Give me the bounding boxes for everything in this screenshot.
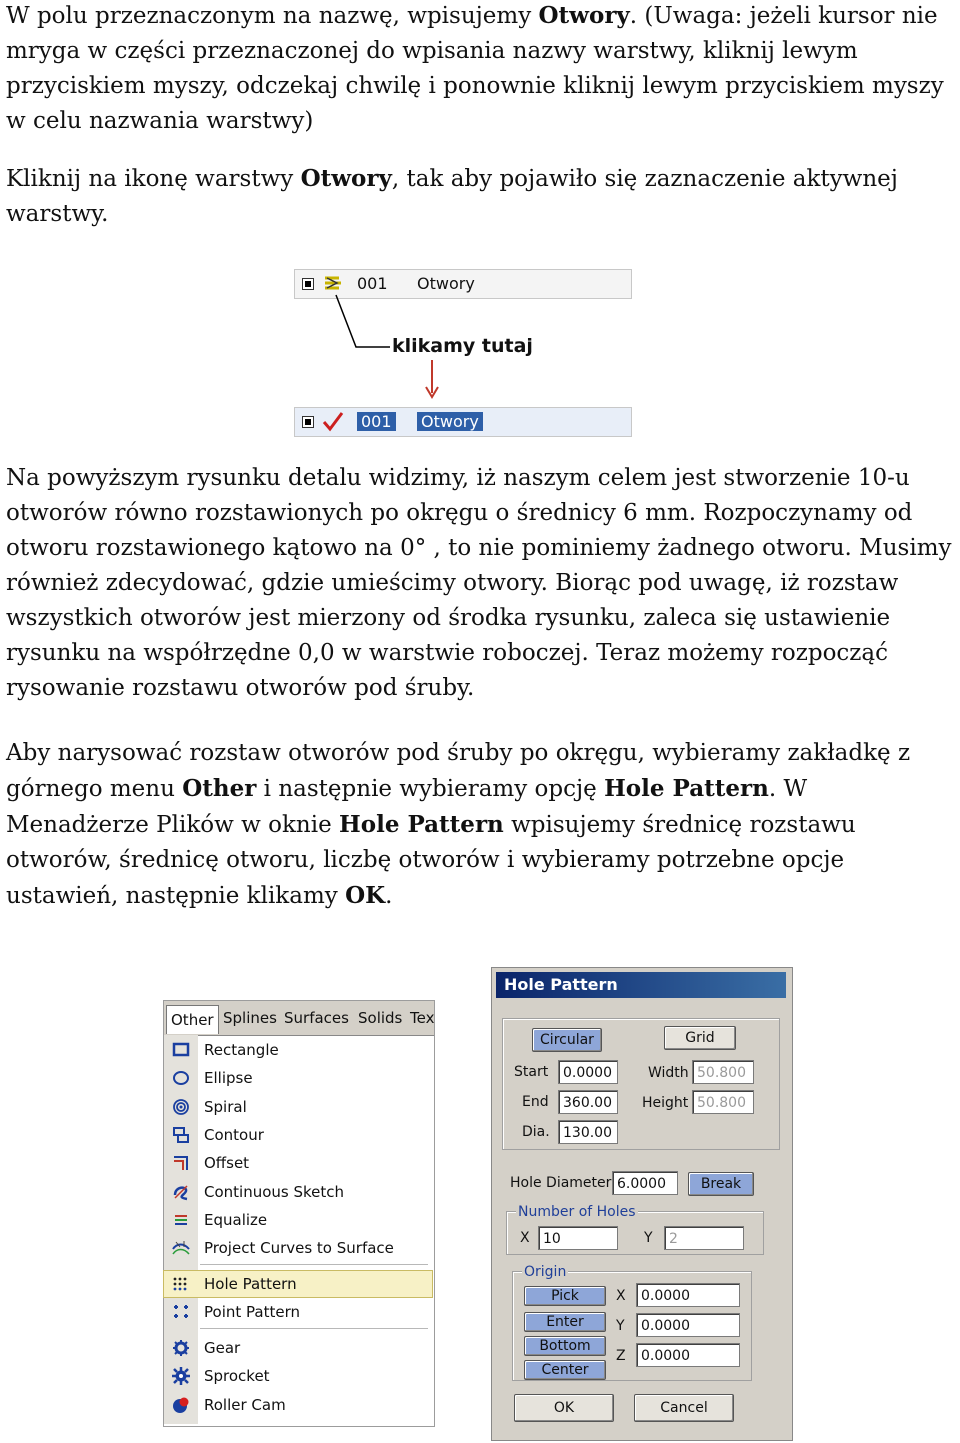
text: W polu przeznaczonym na nazwę, wpisujemy	[6, 3, 539, 29]
ellipse-icon	[172, 1069, 190, 1087]
menu-item-sprocket[interactable]	[164, 1363, 432, 1389]
layer-name: Otwory	[417, 412, 483, 431]
menu-item-ellipse[interactable]	[164, 1065, 432, 1091]
menu-item-label: Project Curves to Surface	[204, 1239, 394, 1257]
enter-button[interactable]: Enter	[524, 1312, 606, 1332]
pick-button[interactable]: Pick	[524, 1286, 606, 1306]
end-field[interactable]: 360.00	[558, 1090, 618, 1114]
menu-item-label: Rectangle	[204, 1041, 279, 1059]
bold-term: Hole Pattern	[604, 775, 769, 802]
holes-x-label: X	[520, 1230, 530, 1246]
menu-item-label: Equalize	[204, 1211, 268, 1229]
menu-tab-solids[interactable]: Solids	[358, 1009, 403, 1027]
active-check-icon[interactable]	[321, 411, 345, 433]
menu-separator	[200, 1328, 428, 1329]
menu-item-project-curves[interactable]	[164, 1235, 432, 1261]
layer-number: 001	[357, 274, 388, 293]
menu-item-label: Hole Pattern	[204, 1275, 297, 1293]
paragraph-3: Na powyższym rysunku detalu widzimy, iż naszym celem jest stworzenie 10-u otworów równo rozstawionych po okręgu o średnicy 6 mm. Rozpoczynamy od otworu rozstawionego kątowo na 0° , to nie pominiemy żadnego otworu. Musimy również zdecydować, gdzie umieścimy otwory. Biorąc pod uwagę, iż rozstaw wszystkich otworów jest mierzony od środka rysunku, zaleca się ustawienie rysunku na współrzędne 0,0 w warstwie roboczej. Teraz możemy rozpocząć rysowanie rozstawu otworów pod śruby.	[6, 465, 952, 701]
menu-tab-text[interactable]: Tex	[410, 1009, 435, 1027]
rectangle-icon	[172, 1041, 190, 1059]
text: Kliknij na ikonę warstwy	[6, 166, 301, 192]
menu-item-label: Roller Cam	[204, 1396, 286, 1414]
grid-button[interactable]: Grid	[664, 1026, 736, 1050]
menu-bar	[164, 1001, 434, 1036]
center-button[interactable]: Center	[524, 1360, 606, 1380]
origin-z-label: Z	[616, 1348, 626, 1364]
gear-icon	[172, 1339, 190, 1357]
bottom-button[interactable]: Bottom	[524, 1336, 606, 1356]
bold-term: OK	[345, 882, 386, 909]
origin-y-label: Y	[616, 1318, 625, 1334]
text: wpisujemy średnicę rozstawu otworów, średnicę otworu, liczbę otworów i wybieramy potrzebne opcje ustawień, następnie klikamy	[6, 812, 856, 909]
menu-dropdown	[164, 1035, 432, 1424]
height-field[interactable]: 50.800	[692, 1090, 754, 1114]
visibility-checkbox[interactable]	[302, 416, 314, 428]
text: , tak aby pojawiło się zaznaczenie aktywnej warstwy.	[6, 166, 898, 227]
layer-name: Otwory	[417, 274, 475, 293]
text: . (Uwaga: jeżeli kursor nie mryga w części przeznaczonej do wpisania nazwy warstwy, kliknij lewym przyciskiem myszy, odczekaj chwilę i ponownie kliknij lewym przyciskiem myszy w celu nazwania warstwy)	[6, 3, 944, 134]
menu-item-equalize[interactable]	[164, 1207, 432, 1233]
start-label: Start	[514, 1064, 549, 1080]
hole-diameter-label: Hole Diameter	[510, 1175, 612, 1191]
paragraph-4	[6, 736, 956, 914]
offset-icon	[172, 1154, 190, 1172]
holes-y-field[interactable]: 2	[664, 1226, 744, 1250]
hole-diameter-field[interactable]: 6.0000	[612, 1171, 678, 1195]
menu-item-point-pattern[interactable]	[164, 1299, 432, 1325]
roller-cam-icon	[172, 1396, 190, 1414]
menu-item-label: Spiral	[204, 1098, 247, 1116]
text: . W Menadżerze Plików w oknie	[6, 776, 808, 838]
menu-item-label: Offset	[204, 1154, 250, 1172]
menu-item-rectangle[interactable]	[164, 1037, 432, 1063]
menu-item-label: Contour	[204, 1126, 264, 1144]
holes-x-field[interactable]: 10	[538, 1226, 618, 1250]
cancel-button[interactable]: Cancel	[634, 1394, 734, 1422]
origin-x-field[interactable]: 0.0000	[636, 1283, 740, 1307]
layer-number: 001	[357, 412, 396, 431]
width-field[interactable]: 50.800	[692, 1060, 754, 1084]
menu-tab-other[interactable]: Other	[166, 1005, 219, 1034]
equalize-icon	[172, 1211, 190, 1229]
menu-separator	[200, 1264, 428, 1265]
menu-tab-splines[interactable]: Splines	[223, 1009, 277, 1027]
paragraph-2	[6, 161, 956, 232]
dia-field[interactable]: 130.00	[558, 1120, 618, 1144]
number-of-holes-label: Number of Holes	[518, 1204, 636, 1220]
dialog-title: Hole Pattern	[496, 972, 786, 998]
paragraph-1	[6, 0, 956, 139]
menu-item-gear[interactable]	[164, 1335, 432, 1361]
menu-item-spiral[interactable]	[164, 1094, 432, 1120]
bold-term: Otwory	[538, 2, 630, 29]
bold-term: Other	[182, 775, 257, 802]
text: .	[385, 883, 393, 909]
other-menu	[163, 1000, 435, 1427]
origin-x-label: X	[616, 1288, 626, 1304]
layer-row-selected[interactable]	[294, 407, 632, 437]
menu-item-hole-pattern[interactable]	[164, 1271, 432, 1297]
menu-item-label: Continuous Sketch	[204, 1183, 345, 1201]
ok-button[interactable]: OK	[514, 1394, 614, 1422]
sprocket-icon	[172, 1367, 190, 1385]
width-label: Width	[648, 1065, 689, 1081]
bold-term: Hole Pattern	[339, 811, 504, 838]
spiral-icon	[172, 1098, 190, 1116]
dia-label: Dia.	[522, 1124, 550, 1140]
end-label: End	[522, 1094, 549, 1110]
break-button[interactable]: Break	[688, 1172, 754, 1196]
text: i następnie wybieramy opcję	[256, 776, 605, 802]
origin-label: Origin	[524, 1264, 567, 1280]
origin-z-field[interactable]: 0.0000	[636, 1343, 740, 1367]
menu-item-contour[interactable]	[164, 1122, 432, 1148]
continuous-sketch-icon	[172, 1183, 190, 1201]
hole-pattern-dialog	[491, 967, 793, 1441]
start-field[interactable]: 0.0000	[558, 1060, 618, 1084]
menu-tab-surfaces[interactable]: Surfaces	[284, 1009, 349, 1027]
menu-item-label: Gear	[204, 1339, 241, 1357]
origin-y-field[interactable]: 0.0000	[636, 1313, 740, 1337]
bold-term: Otwory	[300, 165, 392, 192]
circular-button[interactable]: Circular	[532, 1028, 602, 1052]
menu-item-label: Ellipse	[204, 1069, 253, 1087]
menu-item-offset[interactable]	[164, 1150, 432, 1176]
menu-item-label: Point Pattern	[204, 1303, 300, 1321]
text: Aby narysować rozstaw otworów pod śruby po okręgu, wybieramy zakładkę z górnego menu	[6, 740, 911, 802]
hole-pattern-icon	[172, 1275, 190, 1293]
menu-item-label: Sprocket	[204, 1367, 270, 1385]
holes-y-label: Y	[644, 1230, 653, 1246]
menu-item-continuous-sketch[interactable]	[164, 1179, 432, 1205]
height-label: Height	[642, 1095, 689, 1111]
callout-label: klikamy tutaj	[392, 335, 533, 357]
contour-icon	[172, 1126, 190, 1144]
point-pattern-icon	[172, 1303, 190, 1321]
layers-illustration	[294, 265, 634, 440]
project-curves-icon	[172, 1239, 190, 1257]
menu-item-roller-cam[interactable]	[164, 1392, 432, 1418]
